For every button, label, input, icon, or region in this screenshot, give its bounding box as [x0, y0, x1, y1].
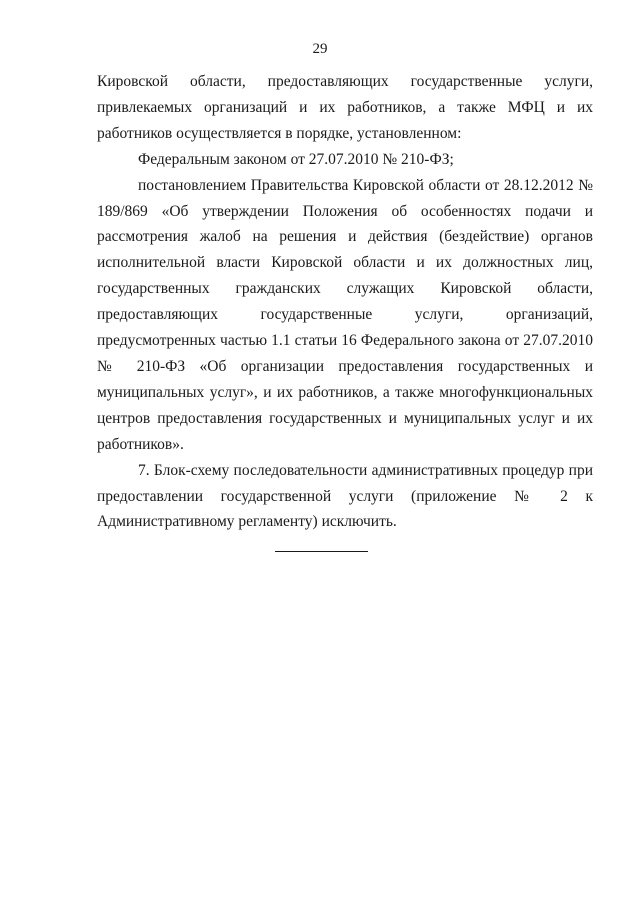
- paragraph-item-7: 7. Блок-схему последовательности административных процедур при предоставлении государственной услуги (приложение № 2 к Административному регламенту) исключить.: [97, 461, 593, 531]
- document-body: [97, 69, 593, 535]
- page-number: 29: [312, 41, 328, 57]
- end-divider-line: [275, 551, 368, 552]
- paragraph-government-resolution: постановлением Правительства Кировской области от 28.12.2012 № 189/869 «Об утверждении Положения об особенностях подачи и рассмотрения жалоб на решения и действия (бездействие) органов исполнительной власти Кировской области и их должностных лиц, государственных гражданских служащих Кировской области, предоставляющих государственные услуги, организаций, предусмотренных частью 1.1 статьи 16 Федерального закона от 27.07.2010 № 210-ФЗ «Об организации предоставления государственных и муниципальных услуг», и их работников, а также многофункциональных центров предоставления государственных и муниципальных услуг и их работников».: [97, 176, 593, 453]
- paragraph-federal-law: Федеральным законом от 27.07.2010 № 210-ФЗ;: [138, 150, 454, 168]
- paragraph-continuation: Кировской области, предоставляющих государственные услуги, привлекаемых организаций и их работников, а также МФЦ и их работников осуществляется в порядке, установленном:: [97, 73, 593, 142]
